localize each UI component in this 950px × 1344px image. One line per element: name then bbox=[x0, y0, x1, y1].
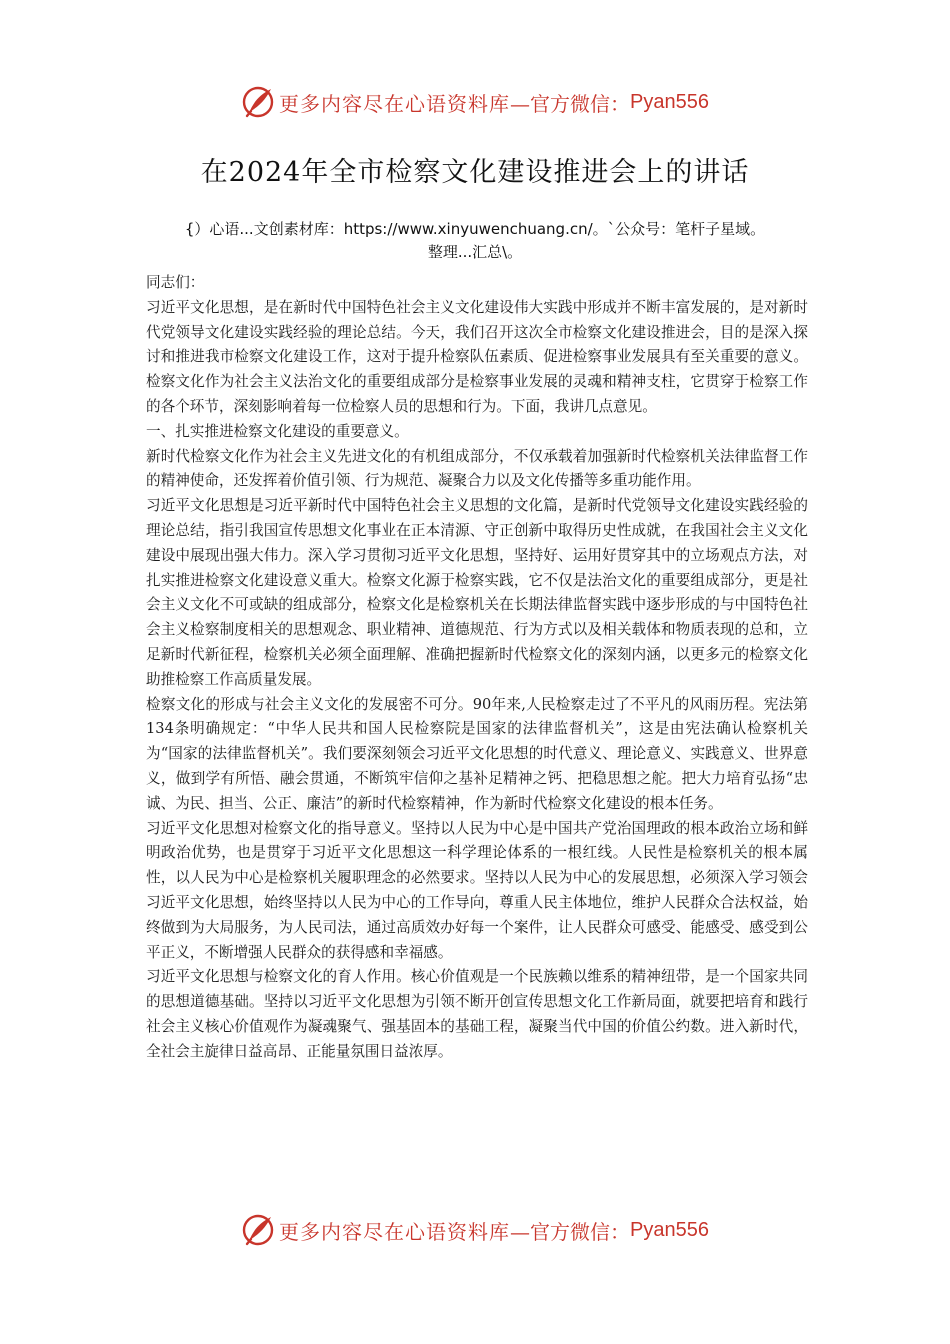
banner-separator: —官方微信： bbox=[510, 91, 631, 116]
bottom-banner bbox=[0, 1208, 950, 1252]
source-note-line-1: {）心语...文创素材库：https://www.xinyuwenchuang.cn/。`公众号：笔杆子星域。 bbox=[184, 220, 766, 238]
source-note-line-2: 整理...汇总\。 bbox=[427, 243, 523, 261]
banner-wechat-id: Pyan556 bbox=[630, 90, 709, 113]
banner-wechat-id: Pyan556 bbox=[630, 1218, 709, 1241]
source-note bbox=[140, 218, 810, 264]
top-banner bbox=[0, 80, 950, 124]
paragraph: 习近平文化思想，是在新时代中国特色社会主义文化建设伟大实践中形成并不断丰富发展的，是对新时代党领导文化建设实践经验的理论总结。今天，我们召开这次全市检察文化建设推进会，目的是深入探讨和推进我市检察文化建设工作，这对于提升检察队伍素质、促进检察事业发展具有至关重要的意义。检察文化作为社会主义法治文化的重要组成部分是检察事业发展的灵魂和精神支柱，它贯穿于检察工作的各个环节，深刻影响着每一位检察人员的思想和行为。下面，我讲几点意见。 bbox=[146, 298, 808, 415]
banner-separator: —官方微信： bbox=[510, 1219, 631, 1244]
paragraph: 习近平文化思想是习近平新时代中国特色社会主义思想的文化篇，是新时代党领导文化建设实践经验的理论总结，指引我国宣传思想文化事业在正本清源、守正创新中取得历史性成就，在我国社会主义文化建设中展现出强大伟力。深入学习贯彻习近平文化思想，坚持好、运用好贯穿其中的立场观点方法，对扎实推进检察文化建设意义重大。检察文化源于检察实践，它不仅是法治文化的重要组成部分，更是社会主义文化不可或缺的组成部分，检察文化是检察机关在长期法律监督实践中逐步形成的与中国特色社会主义检察制度相关的思想观念、职业精神、道德规范、行为方式以及相关载体和物质表现的总和，立足新时代新征程，检察机关必须全面理解、准确把握新时代检察文化的深刻内涵，以更多元的检察文化助推检察工作高质量发展。 bbox=[146, 497, 808, 688]
speech-body bbox=[146, 271, 808, 1065]
quill-pen-logo-icon bbox=[241, 1213, 275, 1247]
page-title: 在2024年全市检察文化建设推进会上的讲话 bbox=[200, 157, 750, 188]
paragraph: 新时代检察文化作为社会主义先进文化的有机组成部分，不仅承载着加强新时代检察机关法律监督工作的精神使命，还发挥着价值引领、行为规范、凝聚合力以及文化传播等多重功能作用。 bbox=[146, 447, 808, 490]
quill-pen-logo-icon bbox=[241, 85, 275, 119]
greeting: 同志们： bbox=[146, 274, 205, 291]
paragraph: 习近平文化思想与检察文化的育人作用。核心价值观是一个民族赖以维系的精神纽带，是一个国家共同的思想道德基础。坚持以习近平文化思想为引领不断开创宣传思想文化工作新局面，就要把培育和践行社会主义核心价值观作为凝魂聚气、强基固本的基础工程，凝聚当代中国的价值公约数。进入新时代，全社会主旋律日益高昂、正能量氛围日益浓厚。 bbox=[146, 968, 808, 1060]
banner-text: 更多内容尽在心语资料库 bbox=[279, 91, 511, 116]
paragraph: 检察文化的形成与社会主义文化的发展密不可分。90年来,人民检察走过了不平凡的风雨历程。宪法第134条明确规定：“中华人民共和国人民检察院是国家的法律监督机关”，这是由宪法确认检察机关为“国家的法律监督机关”。我们要深刻领会习近平文化思想的时代意义、理论意义、实践意义、世界意义，做到学有所悟、融会贯通，不断筑牢信仰之基补足精神之钙、把稳思想之舵。把大力培育弘扬“忠诚、为民、担当、公正、廉洁”的新时代检察精神，作为新时代检察文化建设的根本任务。 bbox=[146, 695, 808, 812]
paragraph: 习近平文化思想对检察文化的指导意义。坚持以人民为中心是中国共产党治国理政的根本政治立场和鲜明政治优势，也是贯穿于习近平文化思想这一科学理论体系的一根红线。人民性是检察机关的根本属性，以人民为中心是检察机关履职理念的必然要求。坚持以人民为中心的发展思想，必须深入学习领会习近平文化思想，始终坚持以人民为中心的工作导向，尊重人民主体地位，维护人民群众合法权益，始终做到为大局服务，为人民司法，通过高质效办好每一个案件，让人民群众可感受、能感受、感受到公平正义，不断增强人民群众的获得感和幸福感。 bbox=[146, 819, 808, 961]
banner-text: 更多内容尽在心语资料库 bbox=[279, 1219, 511, 1244]
section-heading: 一、扎实推进检察文化建设的重要意义。 bbox=[146, 422, 409, 440]
